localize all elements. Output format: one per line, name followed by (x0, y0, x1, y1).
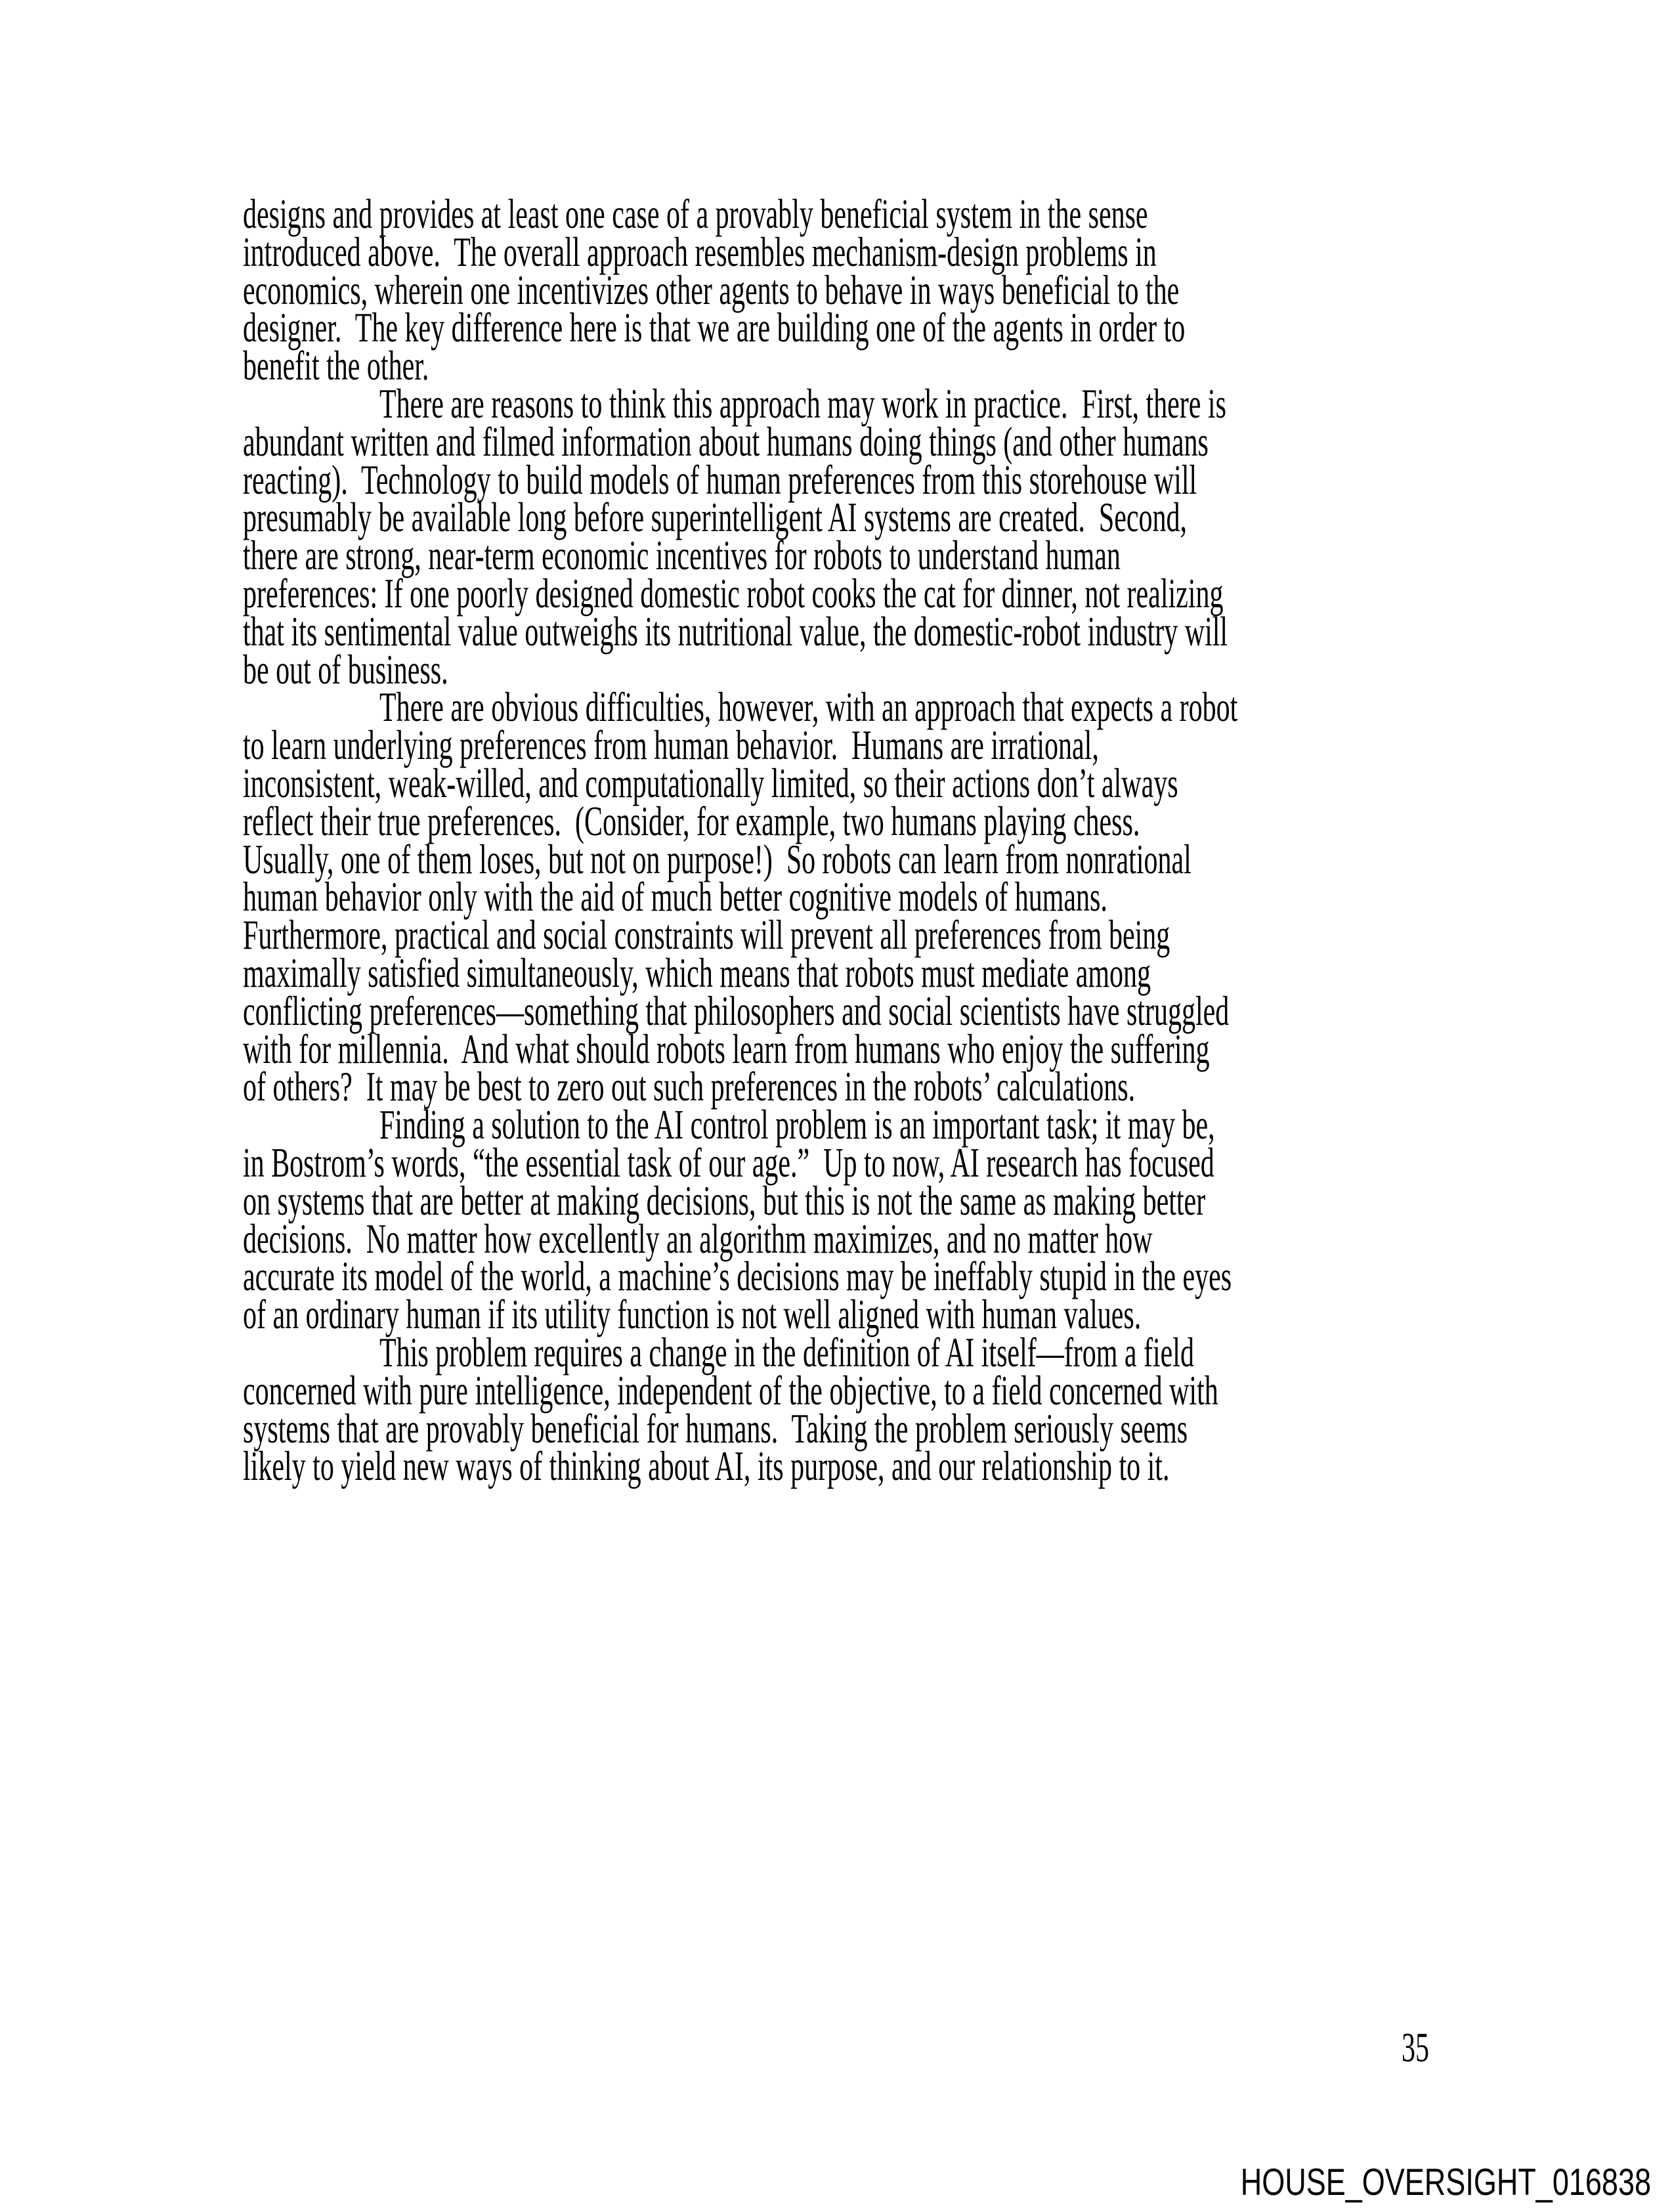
text-line: decisions. No matter how excellently an algorithm maximizes, and no matter how (243, 1217, 1153, 1263)
text-line: Finding a solution to the AI control problem is an important task; it may be, (379, 1103, 1215, 1149)
text-line: inconsistent, weak-willed, and computationally limited, so their actions don’t always (243, 762, 1178, 808)
text-line: be out of business. (243, 647, 448, 693)
text-line: maximally satisfied simultaneously, which means that robots must mediate among (243, 951, 1151, 997)
text-line: there are strong, near-term economic incentives for robots to understand human (243, 534, 1121, 580)
paragraph-5 (243, 1330, 1451, 1490)
paragraph-3 (243, 685, 1451, 1111)
text-line: designer. The key difference here is that we are building one of the agents in order to (243, 306, 1186, 352)
text-line: There are obvious difficulties, however, with an approach that expects a robot (379, 685, 1238, 731)
text-line: designs and provides at least one case of a provably beneficial system in the sense (243, 192, 1148, 238)
text-line: preferences: If one poorly designed domestic robot cooks the cat for dinner, not realizing (243, 572, 1224, 618)
text-line: Usually, one of them loses, but not on purpose!) So robots can learn from nonrational (243, 837, 1191, 883)
text-line: Furthermore, practical and social constraints will prevent all preferences from being (243, 913, 1170, 959)
text-line: benefit the other. (243, 344, 429, 390)
text-line: human behavior only with the aid of much better cognitive models of humans. (243, 875, 1107, 921)
text-line: reflect their true preferences. (Consider, for example, two humans playing chess. (243, 799, 1140, 845)
document-body (243, 192, 1451, 1490)
text-line: This problem requires a change in the definition of AI itself—from a field (379, 1330, 1194, 1376)
bates-stamp: HOUSE_OVERSIGHT_016838 (1240, 2160, 1651, 2203)
paragraph-2 (243, 382, 1451, 693)
text-line: systems that are provably beneficial for humans. Taking the problem seriously seems (243, 1406, 1188, 1452)
paragraph-4 (243, 1103, 1451, 1339)
text-line: of others? It may be best to zero out such preferences in the robots’ calculations. (243, 1065, 1136, 1111)
text-line: presumably be available long before superintelligent AI systems are created. Second, (243, 496, 1188, 542)
text-line: accurate its model of the world, a machine’s decisions may be ineffably stupid in the eyes (243, 1255, 1232, 1301)
text-line: on systems that are better at making decisions, but this is not the same as making better (243, 1179, 1206, 1225)
page-number: 35 (1402, 2026, 1429, 2071)
text-line: economics, wherein one incentivizes other agents to behave in ways beneficial to the (243, 268, 1180, 314)
text-line: in Bostrom’s words, “the essential task of our age.” Up to now, AI research has focused (243, 1140, 1214, 1186)
text-line: There are reasons to think this approach may work in practice. First, there is (379, 382, 1226, 428)
text-line: to learn underlying preferences from human behavior. Humans are irrational, (243, 724, 1099, 770)
text-line: introduced above. The overall approach resembles mechanism-design problems in (243, 230, 1157, 276)
text-line: conflicting preferences—something that philosophers and social scientists have struggled (243, 989, 1230, 1035)
paragraph-1 (243, 192, 1451, 390)
text-line: with for millennia. And what should robots learn from humans who enjoy the suffering (243, 1027, 1210, 1073)
text-line: concerned with pure intelligence, independent of the objective, to a field concerned with (243, 1368, 1218, 1414)
text-line: of an ordinary human if its utility function is not well aligned with human values. (243, 1293, 1142, 1339)
text-line: that its sentimental value outweighs its nutritional value, the domestic-robot industry will (243, 609, 1228, 655)
text-line: likely to yield new ways of thinking about AI, its purpose, and our relationship to it. (243, 1444, 1170, 1490)
text-line: reacting). Technology to build models of human preferences from this storehouse will (243, 458, 1197, 504)
text-line: abundant written and filmed information about humans doing things (and other humans (243, 420, 1209, 466)
